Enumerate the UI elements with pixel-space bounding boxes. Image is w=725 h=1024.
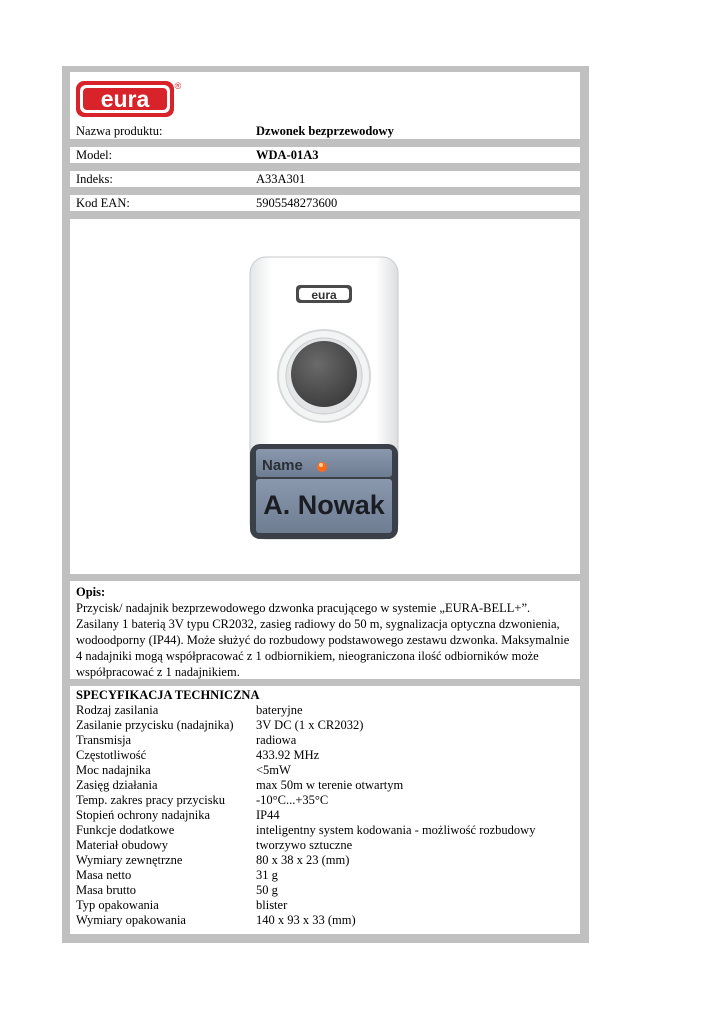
doorbell-illustration (70, 219, 580, 574)
info-label: Indeks: (76, 172, 113, 186)
info-row-model (70, 147, 580, 163)
device-logo (296, 285, 352, 303)
spec-label: Zasięg działania (76, 778, 158, 792)
spec-value: 50 g (256, 883, 278, 897)
spec-label: Moc nadajnika (76, 763, 151, 777)
spec-value: 140 x 93 x 33 (mm) (256, 913, 356, 927)
spec-label: Transmisja (76, 733, 132, 747)
product-photo (70, 219, 580, 574)
spec-label: Stopień ochrony nadajnika (76, 808, 210, 822)
spec-label: Funkcje dodatkowe (76, 823, 175, 837)
info-label: Kod EAN: (76, 196, 130, 210)
device-logo-text: eura (311, 288, 337, 302)
spec-row (76, 763, 535, 778)
spec-label: Zasilanie przycisku (nadajnika) (76, 718, 234, 732)
device-name-label: Name (262, 457, 303, 474)
spec-value: 433.92 MHz (256, 748, 320, 762)
spec-row (76, 838, 535, 853)
spec-label: Rodzaj zasilania (76, 703, 159, 717)
spec-value: <5mW (256, 763, 291, 777)
spec-section (70, 686, 580, 934)
spec-row (76, 868, 535, 883)
spec-label: Częstotliwość (76, 748, 147, 762)
spec-label: Wymiary opakowania (76, 913, 186, 927)
spec-value: -10°C...+35°C (256, 793, 329, 807)
spec-value: 3V DC (1 x CR2032) (256, 718, 364, 732)
info-row-name (70, 123, 580, 139)
spec-row (76, 808, 535, 823)
spec-value: blister (256, 898, 288, 912)
bell-button-icon (291, 341, 357, 407)
spec-row (76, 823, 535, 838)
info-row-ean (70, 195, 580, 211)
spec-row (76, 718, 535, 733)
logo-text: eura (100, 86, 150, 112)
header (70, 72, 580, 124)
spec-value: max 50m w terenie otwartym (256, 778, 404, 792)
spec-row (76, 703, 535, 718)
registered-mark: ® (174, 81, 182, 91)
spec-label: Masa brutto (76, 883, 137, 897)
spec-row (76, 748, 535, 763)
info-value: 5905548273600 (256, 196, 338, 210)
spec-value: tworzywo sztuczne (256, 838, 353, 852)
description-title: Opis: (76, 585, 106, 599)
eura-logo (74, 78, 184, 122)
spec-row (76, 883, 535, 898)
spec-table (76, 703, 535, 928)
spec-row (76, 913, 535, 928)
spec-title: SPECYFIKACJA TECHNICZNA (76, 688, 260, 702)
spec-row (76, 793, 535, 808)
spec-value: 80 x 38 x 23 (mm) (256, 853, 350, 867)
spec-value: bateryjne (256, 703, 303, 717)
info-value: A33A301 (256, 172, 306, 186)
spec-label: Masa netto (76, 868, 132, 882)
spec-row (76, 898, 535, 913)
info-row-index (70, 171, 580, 187)
info-label: Model: (76, 148, 113, 162)
spec-value: inteligentny system kodowania - możliwość rozbudowy (256, 823, 536, 837)
product-sheet (62, 66, 589, 943)
info-label: Nazwa produktu: (76, 124, 163, 138)
spec-label: Typ opakowania (76, 898, 159, 912)
spec-row (76, 733, 535, 748)
device-name-value: A. Nowak (263, 490, 385, 520)
spec-label: Materiał obudowy (76, 838, 168, 852)
info-value: Dzwonek bezprzewodowy (256, 124, 394, 138)
spec-row (76, 778, 535, 793)
description-text: Przycisk/ nadajnik bezprzewodowego dzwonka pracującego w systemie „EURA-BELL+”. Zasilany 1 baterią 3V typu CR2032, zasieg radiowy do 50 m, sygnalizacja optyczna dzwonienia, wodoodporny (IP44). Może służyć do rozbudowy podstawowego zestawu dzwonka. Maksymalnie 4 nadajniki mogą współpracować z 1 odbiornikiem, nieograniczona ilość odbiorników może współpracować z 1 nadajnikiem. (76, 601, 570, 679)
description-section (70, 581, 580, 679)
spec-row (76, 853, 535, 868)
spec-value: IP44 (256, 808, 280, 822)
spec-label: Temp. zakres pracy przycisku (76, 793, 226, 807)
spec-value: 31 g (256, 868, 278, 882)
spec-value: radiowa (256, 733, 297, 747)
spec-label: Wymiary zewnętrzne (76, 853, 183, 867)
info-value: WDA-01A3 (256, 148, 319, 162)
